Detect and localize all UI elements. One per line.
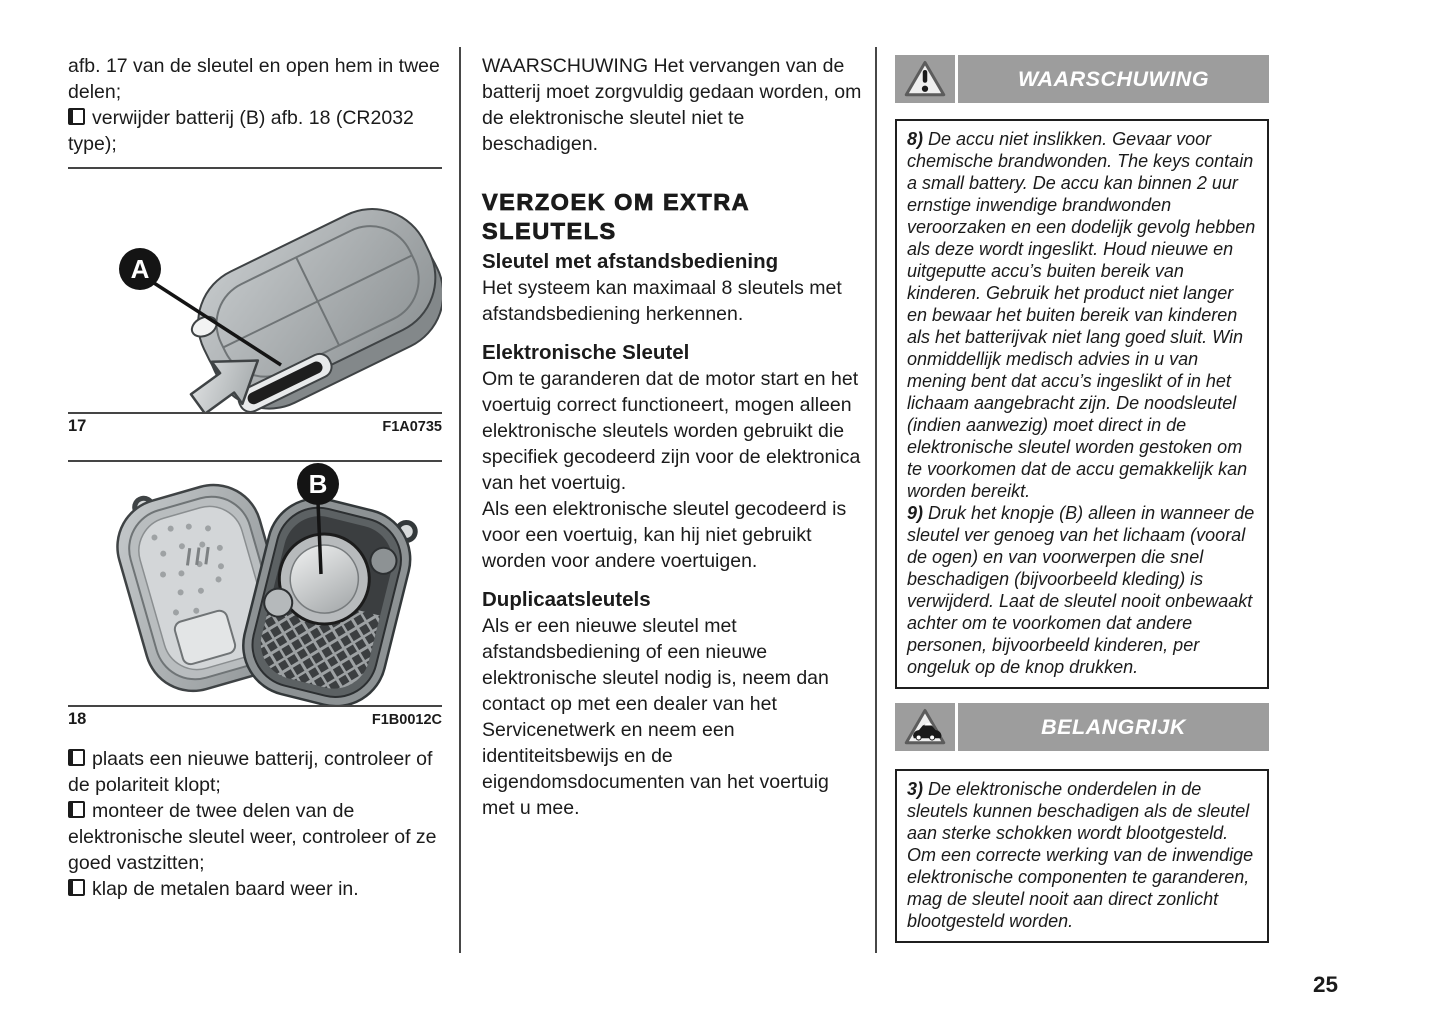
figure-17-caption [68,414,442,436]
middle-column [482,53,862,821]
bullet-item [68,105,442,157]
bullet-item [68,876,442,902]
bullet-text: monteer de twee delen van de elektronische sleutel weer, controleer of ze goed vastzitten; [68,800,437,874]
warning-item-text: Druk het knopje (B) alleen in wanneer de sleutel ver genoeg van het lichaam (vooral de ogen) en van voorwerpen die snel beschadigen (bijvoorbeeld kleding) is verwijderd. Laat de sleutel nooit onbewaakt achter om te voorkomen dat andere personen, bijvoorbeeld kinderen, per ongeluk op de knop drukken. [907,503,1255,677]
warning-item-number: 8) [907,129,924,149]
warning-header-title: WAARSCHUWING [958,55,1269,103]
important-header-title: BELANGRIJK [958,703,1269,751]
figure-18-caption [68,707,442,729]
page-number: 25 [1313,972,1339,997]
subsection-heading: Elektronische Sleutel [482,341,690,364]
important-item-text: De elektronische onderdelen in de sleutels kunnen beschadigen als de sleutel aan sterke schokken wordt blootgesteld. Om een correcte werking van de inwendige elektronische componenten te garanderen, mag de sleutel nooit aan direct zonlicht blootgesteld worden. [907,779,1254,931]
figure-code: F1B0012C [371,712,442,728]
warning-header [895,55,1269,103]
warning-item [907,128,1257,502]
square-bullet-icon [68,749,85,766]
important-header [895,703,1269,751]
column-divider [875,47,877,953]
important-box [895,769,1269,943]
figure-17 [68,167,442,414]
important-item [907,778,1257,932]
figure-18-image [68,462,442,705]
subsection-heading: Duplicaatsleutels [482,588,651,611]
callout-a-label: A [130,254,150,284]
figure-18 [68,460,442,707]
warning-box [895,119,1269,689]
bullet-text: plaats een nieuwe batterij, controleer of de polariteit klopt; [68,748,433,796]
warning-item-number: 9) [907,503,924,523]
intro-paragraph: afb. 17 van de sleutel en open hem in twee delen; [68,55,440,103]
warning-header-icon-tile [895,55,955,103]
bullet-text: verwijder batterij (B) afb. 18 (CR2032 type); [68,107,414,155]
square-bullet-icon [68,108,85,125]
paragraph: Als er een nieuwe sleutel met afstandsbediening of een nieuwe elektronische sleutel nodig is, neem dan contact op met een dealer van het Servicenetwerk en neem een identiteitsbewijs en de eigendomsdocumenten van het voertuig met u mee. [482,615,829,819]
warning-triangle-icon [904,60,946,98]
steps-list [68,746,442,902]
right-column [895,55,1269,943]
column-divider [459,47,461,953]
key-halves-drawing [105,463,421,705]
section-title: VERZOEK OM EXTRA SLEUTELS [482,189,750,244]
figure-17-image [68,169,442,412]
left-column [68,53,442,902]
subsection-heading: Sleutel met afstandsbediening [482,250,779,273]
figure-number: 17 [68,417,87,435]
square-bullet-icon [68,801,85,818]
car-triangle-icon [904,708,946,746]
important-item-number: 3) [907,779,924,799]
callout-b-label: B [308,469,328,499]
bullet-item [68,798,442,876]
warning-item-text: De accu niet inslikken. Gevaar voor chemische brandwonden. The keys contain a small battery. De accu kan binnen 2 uur ernstige inwendige brandwonden veroorzaken en een dodelijk gevolg hebben als deze wordt ingeslikt. Houd nieuwe en uitgeputte accu’s buiten bereik van kinderen. Gebruik het product niet langer en bewaar het buiten bereik van kinderen als het batterijvak niet lang goed sluit. Win onmiddellijk medisch advies in u van mening bent dat accu’s ingeslikt of in het lichaam aangebracht zijn. De noodsleutel (indien aanwezig) moet direct in de elektronische sleutel worden gestoken om te voorkomen dat de accu gemakkelijk kan worden bereikt. [907,129,1256,501]
square-bullet-icon [68,879,85,896]
important-header-icon-tile [895,703,955,751]
paragraph: Het systeem kan maximaal 8 sleutels met afstandsbediening herkennen. [482,277,842,325]
paragraph: Als een elektronische sleutel gecodeerd is voor een voertuig, kan hij niet gebruikt worden voor andere voertuigen. [482,498,847,572]
warning-paragraph: WAARSCHUWING Het vervangen van de batterij moet zorgvuldig gedaan worden, om de elektronische sleutel niet te beschadigen. [482,55,862,155]
figure-number: 18 [68,710,87,728]
bullet-item [68,746,442,798]
warning-item [907,502,1257,678]
key-fob-drawing [119,189,442,412]
paragraph: Om te garanderen dat de motor start en het voertuig correct functioneert, mogen alleen elektronische sleutels worden gebruikt die specifiek gecodeerd zijn voor de elektronica van het voertuig. [482,368,861,494]
figure-code: F1A0735 [382,419,442,435]
bullet-text: klap de metalen baard weer in. [92,878,359,900]
